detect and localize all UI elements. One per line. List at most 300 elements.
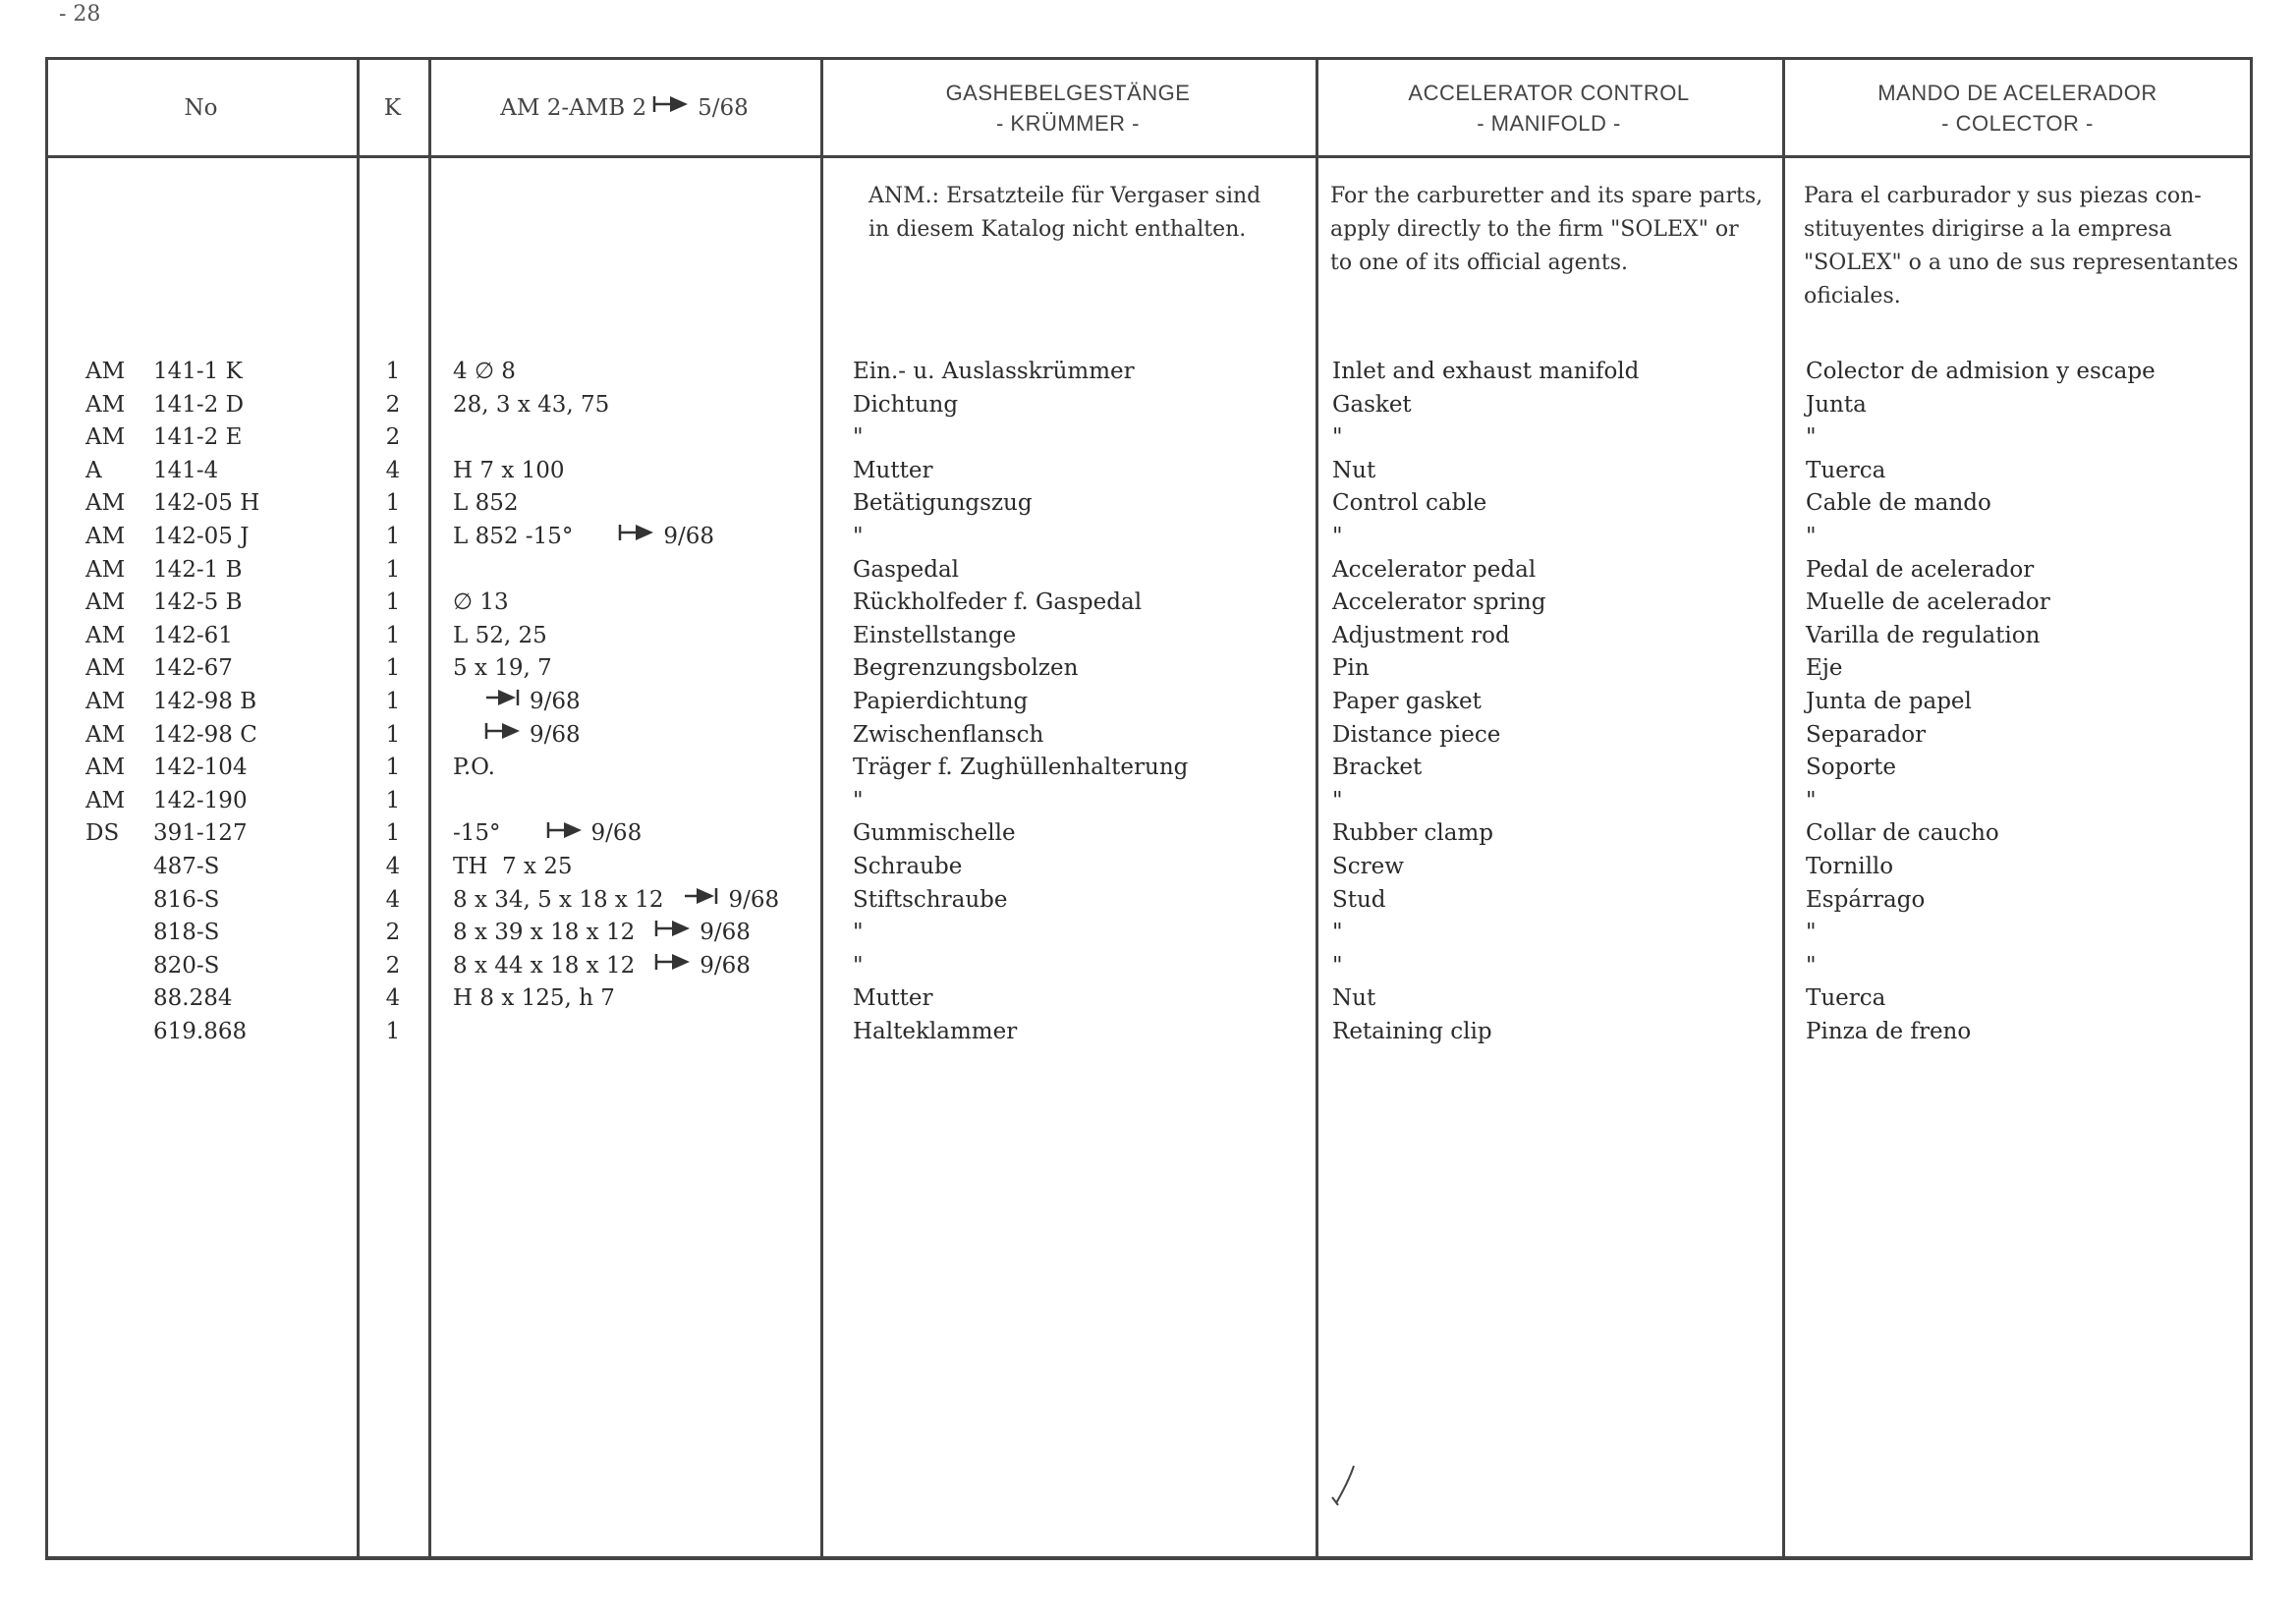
row-11-en <box>1332 719 1639 753</box>
cell-text: H 8 x 125, h 7 <box>453 985 615 1012</box>
row-14-no <box>153 817 259 851</box>
row-11-prefix <box>85 719 125 753</box>
cell-text: Pinza de freno <box>1806 1018 1972 1044</box>
from-arrow-icon <box>654 917 694 950</box>
cell-text: Papierdichtung <box>853 688 1029 714</box>
header-divider <box>45 155 2253 158</box>
row-17-k <box>373 917 413 950</box>
cell-text: AM <box>85 424 126 451</box>
cell-text: Rückholfeder f. Gaspedal <box>853 589 1143 616</box>
row-4-no <box>153 487 259 521</box>
row-14-spec <box>453 817 807 851</box>
cell-text: 1 <box>385 556 401 583</box>
from-arrow-icon <box>546 818 586 852</box>
row-1-es <box>1806 389 2156 422</box>
cell-text: 141-2 D <box>153 391 245 418</box>
cell-text: " <box>1332 523 1343 549</box>
row-0-es <box>1806 356 2156 389</box>
row-16-k <box>373 884 413 918</box>
pen-mark <box>1328 1462 1362 1509</box>
row-10-spec <box>453 686 807 719</box>
cell-text: " <box>1332 787 1343 813</box>
cell-text: " <box>853 787 864 813</box>
row-15-k <box>373 851 413 884</box>
row-4-spec <box>453 487 807 521</box>
date-mark-text: 9/68 <box>728 886 780 913</box>
header-es-subtitle: - COLECTOR - <box>1941 111 2094 136</box>
cell-text: Muelle de acelerador <box>1806 589 2050 616</box>
cell-text: AM <box>85 721 126 748</box>
row-18-de <box>853 950 1188 983</box>
row-0-de <box>853 356 1188 389</box>
row-19-en <box>1332 982 1639 1016</box>
row-5-k <box>373 521 413 554</box>
header-no-label: No <box>184 94 218 121</box>
cell-text: 141-2 E <box>153 424 243 451</box>
row-7-no <box>153 587 259 620</box>
column-divider <box>1316 57 1318 1560</box>
cell-text: Tuerca <box>1806 457 1886 483</box>
spec-column <box>453 356 807 1048</box>
row-13-prefix <box>85 785 125 818</box>
row-2-de <box>853 421 1188 455</box>
row-12-prefix <box>85 752 125 785</box>
row-12-de <box>853 752 1188 785</box>
row-9-no <box>153 652 259 686</box>
cell-text: Cable de mando <box>1806 490 1991 517</box>
row-6-de <box>853 554 1188 588</box>
cell-text: " <box>1806 920 1817 946</box>
cell-text: Halteklammer <box>853 1018 1018 1044</box>
cell-text: 8 x 44 x 18 x 12 <box>453 952 636 979</box>
cell-text: H 7 x 100 <box>453 457 565 483</box>
row-8-no <box>153 620 259 653</box>
cell-text: 2 <box>385 391 401 418</box>
row-6-es <box>1806 554 2156 588</box>
row-17-spec <box>453 917 807 950</box>
row-13-de <box>853 785 1188 818</box>
cell-text: Rubber clamp <box>1332 820 1493 847</box>
row-11-spec <box>453 719 807 753</box>
cell-text: 1 <box>385 589 401 616</box>
cell-text: 142-98 B <box>153 688 257 714</box>
cell-text: 142-5 B <box>153 589 243 616</box>
row-16-en <box>1332 884 1639 918</box>
row-10-es <box>1806 686 2156 719</box>
cell-text: 142-05 J <box>153 523 250 549</box>
cell-text: 142-05 H <box>153 490 260 517</box>
row-20-en <box>1332 1016 1639 1049</box>
row-13-k <box>373 785 413 818</box>
column-divider <box>1782 57 1785 1560</box>
row-20-de <box>853 1016 1188 1049</box>
row-12-en <box>1332 752 1639 785</box>
note-en: For the carburetter and its spare parts, apply directly to the firm "SOLEX" or to one of its official agents. <box>1330 184 1764 275</box>
cell-text: 1 <box>385 820 401 847</box>
cell-text: 1 <box>385 622 401 648</box>
cell-text: " <box>1332 952 1343 979</box>
date-mark-text: 9/68 <box>530 688 581 714</box>
row-10-k <box>373 686 413 719</box>
cell-text: AM <box>85 556 126 583</box>
date-mark <box>540 820 643 846</box>
cell-text: ∅ 13 <box>453 589 509 616</box>
row-20-es <box>1806 1016 2156 1049</box>
cell-text: 2 <box>385 952 401 979</box>
cell-text: AM <box>85 688 126 714</box>
row-12-spec <box>453 752 807 785</box>
header-model-label: AM 2-AMB 2 <box>500 94 647 121</box>
date-mark <box>478 689 581 714</box>
row-13-spec <box>453 785 807 818</box>
cell-text: AM <box>85 359 126 384</box>
cell-text: A <box>85 457 102 483</box>
cell-text: DS <box>85 820 120 847</box>
row-8-k <box>373 620 413 653</box>
row-0-spec <box>453 356 807 389</box>
row-14-es <box>1806 817 2156 851</box>
cell-text: 1 <box>385 655 401 682</box>
cell-text: AM <box>85 787 126 813</box>
row-10-en <box>1332 686 1639 719</box>
cell-text: 820-S <box>153 952 220 979</box>
row-9-es <box>1806 652 2156 686</box>
date-mark <box>612 524 714 549</box>
row-7-es <box>1806 587 2156 620</box>
row-19-no <box>153 982 259 1016</box>
cell-text: 391-127 <box>153 820 248 847</box>
row-18-es <box>1806 950 2156 983</box>
row-3-de <box>853 455 1188 488</box>
row-11-no <box>153 719 259 753</box>
row-9-en <box>1332 652 1639 686</box>
description-es-column <box>1806 356 2156 1048</box>
cell-text: Separador <box>1806 721 1927 748</box>
row-5-en <box>1332 521 1639 554</box>
row-0-en <box>1332 356 1639 389</box>
row-1-k <box>373 389 413 422</box>
cell-text: Accelerator pedal <box>1332 556 1537 583</box>
row-18-prefix <box>85 950 125 983</box>
cell-text: Mutter <box>853 985 933 1012</box>
cell-text: Control cable <box>1332 490 1487 517</box>
cell-text: Espárrago <box>1806 886 1926 913</box>
cell-text: Ein.- u. Auslasskrümmer <box>853 359 1135 384</box>
cell-text: 2 <box>385 424 401 451</box>
row-16-spec <box>453 884 807 918</box>
date-mark <box>478 722 581 748</box>
row-3-no <box>153 455 259 488</box>
cell-text: Inlet and exhaust manifold <box>1332 359 1640 384</box>
row-18-en <box>1332 950 1639 983</box>
row-17-prefix <box>85 917 125 950</box>
row-5-de <box>853 521 1188 554</box>
row-5-no <box>153 521 259 554</box>
cell-text: Varilla de regulation <box>1806 622 2041 648</box>
row-0-no <box>153 356 259 389</box>
cell-text: AM <box>85 589 126 616</box>
cell-text: Schraube <box>853 853 963 879</box>
cell-text: Tuerca <box>1806 985 1886 1012</box>
row-7-prefix <box>85 587 125 620</box>
cell-text: Eje <box>1806 655 1843 682</box>
row-1-prefix <box>85 389 125 422</box>
cell-text: -15° <box>453 820 501 847</box>
row-3-prefix <box>85 455 125 488</box>
cell-text: " <box>1806 787 1817 813</box>
date-mark-text: 9/68 <box>663 523 714 549</box>
cell-text: 4 <box>385 886 401 913</box>
row-3-k <box>373 455 413 488</box>
cell-text: 1 <box>385 1018 401 1044</box>
column-divider <box>428 57 431 1560</box>
row-7-en <box>1332 587 1639 620</box>
row-5-es <box>1806 521 2156 554</box>
header-de-subtitle: - KRÜMMER - <box>995 111 1141 136</box>
header-de-title: GASHEBELGESTÄNGE <box>945 81 1191 105</box>
date-mark-text: 9/68 <box>700 920 751 946</box>
cell-text: Soporte <box>1806 755 1897 781</box>
row-9-prefix <box>85 652 125 686</box>
cell-text: Retaining clip <box>1332 1018 1492 1044</box>
cell-text: 1 <box>385 688 401 714</box>
row-14-de <box>853 817 1188 851</box>
date-mark-text: 9/68 <box>530 721 581 748</box>
row-20-prefix <box>85 1016 125 1049</box>
cell-text: 816-S <box>153 886 220 913</box>
row-15-spec <box>453 851 807 884</box>
row-2-en <box>1332 421 1639 455</box>
row-19-prefix <box>85 982 125 1016</box>
cell-text: " <box>1806 523 1817 549</box>
row-5-prefix <box>85 521 125 554</box>
cell-text: " <box>1806 952 1817 979</box>
cell-text: Zwischenflansch <box>853 721 1044 748</box>
row-4-k <box>373 487 413 521</box>
cell-text: 1 <box>385 721 401 748</box>
row-3-spec <box>453 455 807 488</box>
cell-text: 142-98 C <box>153 721 257 748</box>
cell-text: " <box>853 920 864 946</box>
cell-text: 88.284 <box>153 985 233 1012</box>
row-16-prefix <box>85 884 125 918</box>
cell-text: 142-67 <box>153 655 233 682</box>
row-17-no <box>153 917 259 950</box>
header-no <box>45 61 357 155</box>
row-14-en <box>1332 817 1639 851</box>
row-16-es <box>1806 884 2156 918</box>
row-13-no <box>153 785 259 818</box>
date-mark-text: 9/68 <box>590 820 643 847</box>
cell-text: Stiftschraube <box>853 886 1008 913</box>
cell-text: " <box>853 424 864 451</box>
row-9-de <box>853 652 1188 686</box>
quantity-column <box>373 356 413 1048</box>
row-12-es <box>1806 752 2156 785</box>
date-mark <box>648 953 751 979</box>
prefix-column <box>85 356 125 1048</box>
cell-text: AM <box>85 391 126 418</box>
row-2-prefix <box>85 421 125 455</box>
row-8-en <box>1332 620 1639 653</box>
header-k <box>357 61 428 155</box>
cell-text: L 852 <box>453 490 519 517</box>
cell-text: 2 <box>385 920 401 946</box>
cell-text: 1 <box>385 787 401 813</box>
from-arrow-icon <box>652 93 692 124</box>
header-model-date: 5/68 <box>698 94 749 121</box>
row-10-de <box>853 686 1188 719</box>
cell-text: AM <box>85 490 126 517</box>
cell-text: 1 <box>385 523 401 549</box>
row-1-no <box>153 389 259 422</box>
cell-text: " <box>853 952 864 979</box>
date-mark-text: 9/68 <box>700 952 751 979</box>
row-8-prefix <box>85 620 125 653</box>
row-19-de <box>853 982 1188 1016</box>
cell-text: Paper gasket <box>1332 688 1482 714</box>
column-divider <box>820 57 823 1560</box>
part-number-column <box>153 356 259 1048</box>
cell-text: AM <box>85 655 126 682</box>
row-7-spec <box>453 587 807 620</box>
row-8-es <box>1806 620 2156 653</box>
row-13-es <box>1806 785 2156 818</box>
row-4-de <box>853 487 1188 521</box>
row-0-prefix <box>85 356 125 389</box>
row-11-es <box>1806 719 2156 753</box>
row-11-de <box>853 719 1188 753</box>
from-arrow-icon <box>484 719 524 753</box>
cell-text: " <box>1332 424 1343 451</box>
row-10-no <box>153 686 259 719</box>
cell-text: " <box>1806 424 1817 451</box>
cell-text: Colector de admision y escape <box>1806 359 2156 384</box>
until-arrow-icon <box>484 686 524 719</box>
row-17-de <box>853 917 1188 950</box>
cell-text: 487-S <box>153 853 220 879</box>
row-9-spec <box>453 652 807 686</box>
row-20-spec <box>453 1016 807 1049</box>
row-15-es <box>1806 851 2156 884</box>
header-de <box>820 61 1316 155</box>
cell-text: 1 <box>385 755 401 781</box>
row-18-spec <box>453 950 807 983</box>
row-16-de <box>853 884 1188 918</box>
cell-text: 142-104 <box>153 755 248 781</box>
cell-text: Adjustment rod <box>1332 622 1510 648</box>
row-7-k <box>373 587 413 620</box>
cell-text: AM <box>85 755 126 781</box>
row-17-en <box>1332 917 1639 950</box>
row-2-k <box>373 421 413 455</box>
cell-text: 142-61 <box>153 622 233 648</box>
row-5-spec <box>453 521 807 554</box>
row-17-es <box>1806 917 2156 950</box>
header-k-label: K <box>383 94 402 121</box>
row-18-no <box>153 950 259 983</box>
header-model <box>428 61 820 155</box>
cell-text: Einstellstange <box>853 622 1017 648</box>
cell-text: Dichtung <box>853 391 959 418</box>
description-en-column <box>1332 356 1639 1048</box>
cell-text: Begrenzungsbolzen <box>853 655 1079 682</box>
row-16-no <box>153 884 259 918</box>
row-6-en <box>1332 554 1639 588</box>
cell-text: 1 <box>385 490 401 517</box>
row-3-en <box>1332 455 1639 488</box>
row-6-spec <box>453 554 807 588</box>
cell-text: " <box>1332 920 1343 946</box>
row-2-spec <box>453 421 807 455</box>
cell-text: 818-S <box>153 920 220 946</box>
note-de: ANM.: Ersatzteile für Vergaser sind in diesem Katalog nicht enthalten. <box>868 184 1261 242</box>
cell-text: Träger f. Zughüllenhalterung <box>853 755 1189 781</box>
cell-text: P.O. <box>453 755 495 781</box>
cell-text: 141-4 <box>153 457 219 483</box>
date-mark <box>677 887 779 913</box>
row-19-es <box>1806 982 2156 1016</box>
row-12-no <box>153 752 259 785</box>
row-9-k <box>373 652 413 686</box>
header-en <box>1316 61 1782 155</box>
row-3-es <box>1806 455 2156 488</box>
cell-text: Betätigungszug <box>853 490 1033 517</box>
cell-text: Bracket <box>1332 755 1423 781</box>
cell-text: 5 x 19, 7 <box>453 655 552 682</box>
cell-text: Stud <box>1332 886 1386 913</box>
cell-text: 28, 3 x 43, 75 <box>453 391 610 418</box>
row-15-de <box>853 851 1188 884</box>
from-arrow-icon <box>654 950 694 983</box>
cell-text: Distance piece <box>1332 721 1501 748</box>
cell-text: 142-1 B <box>153 556 243 583</box>
from-arrow-icon <box>618 521 657 554</box>
date-mark <box>648 920 751 945</box>
header-en-subtitle: - MANIFOLD - <box>1477 111 1621 136</box>
row-6-prefix <box>85 554 125 588</box>
row-15-en <box>1332 851 1639 884</box>
cell-text: Gummischelle <box>853 820 1016 847</box>
cell-text: L 852 -15° <box>453 523 574 549</box>
row-1-spec <box>453 389 807 422</box>
row-20-k <box>373 1016 413 1049</box>
row-15-prefix <box>85 851 125 884</box>
row-15-no <box>153 851 259 884</box>
column-divider <box>357 57 360 1560</box>
cell-text: Gasket <box>1332 391 1412 418</box>
row-8-de <box>853 620 1188 653</box>
cell-text: 142-190 <box>153 787 248 813</box>
row-18-k <box>373 950 413 983</box>
cell-text: " <box>853 523 864 549</box>
cell-text: TH 7 x 25 <box>453 853 573 879</box>
note-es: Para el carburador y sus piezas con- stituyentes dirigirse a la empresa "SOLEX" o a uno de sus representantes oficiales. <box>1804 184 2239 308</box>
cell-text: Junta de papel <box>1806 688 1972 714</box>
row-4-prefix <box>85 487 125 521</box>
row-10-prefix <box>85 686 125 719</box>
row-14-prefix <box>85 817 125 851</box>
cell-text: 1 <box>385 359 401 384</box>
row-1-de <box>853 389 1188 422</box>
row-4-es <box>1806 487 2156 521</box>
cell-text: AM <box>85 622 126 648</box>
cell-text: 4 <box>385 457 401 483</box>
cell-text: Screw <box>1332 853 1404 879</box>
row-2-es <box>1806 421 2156 455</box>
cell-text: Pedal de acelerador <box>1806 556 2035 583</box>
cell-text: Accelerator spring <box>1332 589 1546 616</box>
